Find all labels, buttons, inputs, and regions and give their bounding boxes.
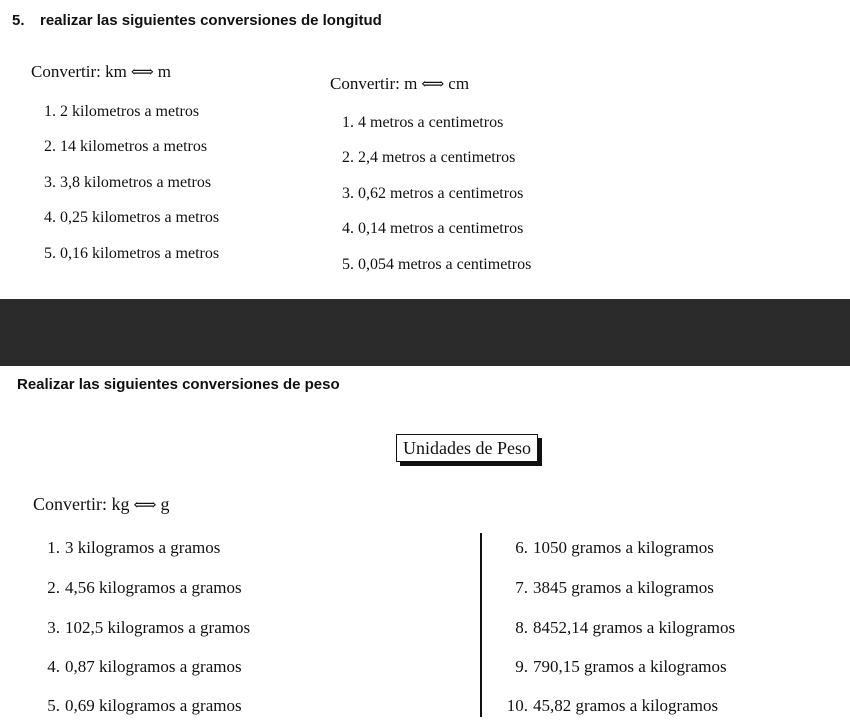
convert-km-m-label: Convertir: km ⟺ m (31, 62, 172, 81)
list-item: 7. 3845 gramos a kilogramos (515, 578, 714, 597)
list-item: 2. 2,4 metros a centimetros (342, 149, 516, 166)
list-item: 2. 14 kilometros a metros (44, 138, 208, 155)
list-item: 3. 102,5 kilogramos a gramos (47, 618, 251, 637)
list-item: 1. 4 metros a centimetros (342, 114, 504, 131)
list-item: 1. 2 kilometros a metros (44, 103, 200, 120)
convert-kg-g-label: Convertir: kg ⟺ g (33, 494, 170, 514)
section-number: 5. (12, 12, 25, 29)
dark-separator-band (0, 299, 850, 366)
column-divider (480, 533, 482, 717)
list-item: 1. 3 kilogramos a gramos (47, 538, 221, 557)
list-item: 9. 790,15 gramos a kilogramos (515, 657, 727, 676)
double-arrow-icon: ⟺ (421, 76, 445, 93)
list-item: 5. 0,69 kilogramos a gramos (47, 696, 242, 715)
list-item: 4. 0,14 metros a centimetros (342, 220, 524, 237)
list-item: 3. 0,62 metros a centimetros (342, 185, 524, 202)
list-item: 3. 3,8 kilometros a metros (44, 174, 212, 191)
list-item: 10. 45,82 gramos a kilogramos (506, 696, 719, 715)
list-item: 8. 8452,14 gramos a kilogramos (515, 618, 736, 637)
section-peso-title: Realizar las siguientes conversiones de peso (17, 376, 340, 393)
list-item: 5. 0,054 metros a centimetros (342, 256, 532, 273)
list-item: 4. 0,87 kilogramos a gramos (47, 657, 242, 676)
list-item: 5. 0,16 kilometros a metros (44, 245, 220, 262)
section-longitud-title: realizar las siguientes conversiones de longitud (40, 12, 382, 29)
units-box-title: Unidades de Peso (396, 434, 538, 462)
section-longitud-heading (12, 12, 382, 29)
convert-m-cm-label: Convertir: m ⟺ cm (330, 74, 470, 93)
double-arrow-icon: ⟺ (133, 497, 157, 514)
list-item: 6. 1050 gramos a kilogramos (515, 538, 714, 557)
list-item: 4. 0,25 kilometros a metros (44, 209, 220, 226)
double-arrow-icon: ⟺ (130, 64, 154, 81)
list-item: 2. 4,56 kilogramos a gramos (47, 578, 242, 597)
